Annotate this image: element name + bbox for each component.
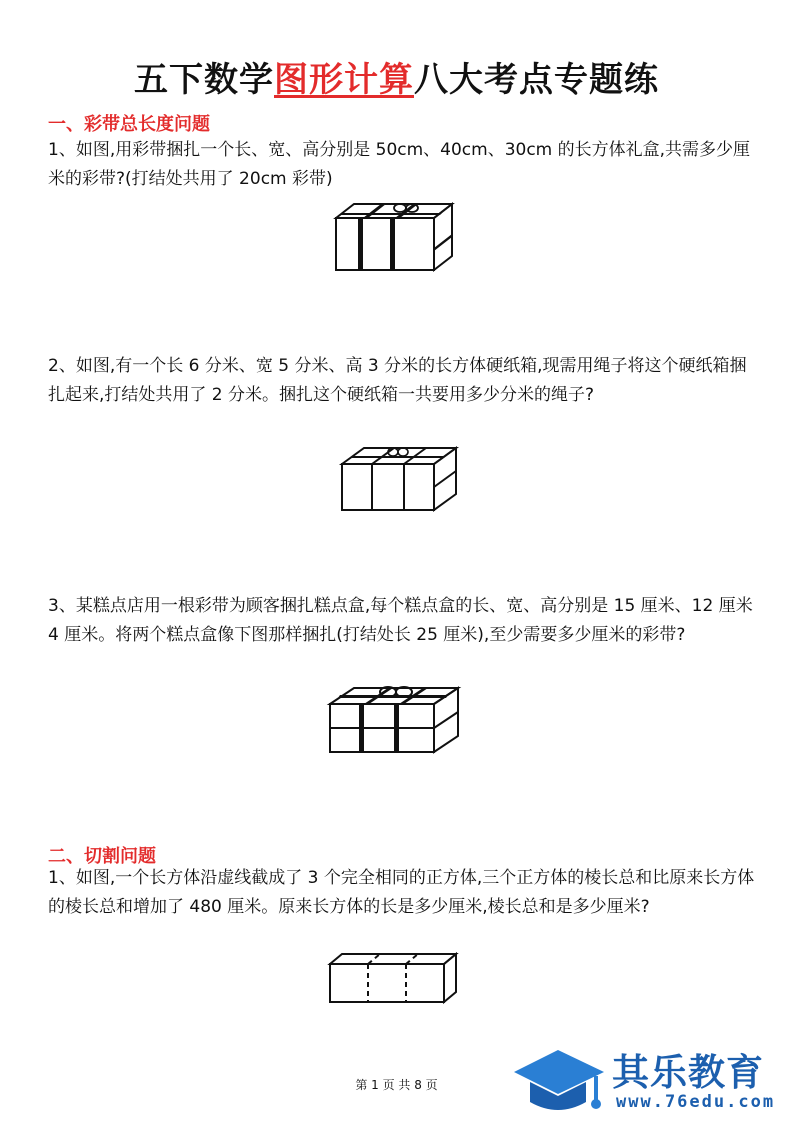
brand-logo (508, 1038, 793, 1122)
brand-url: www.76edu.com (616, 1092, 776, 1112)
graduation-cap-icon (508, 1044, 612, 1118)
page-footer: 第 1 页 共 8 页 (355, 1078, 438, 1092)
gift-box-figure-1 (330, 200, 460, 275)
question-1-1: 1、如图,用彩带捆扎一个长、宽、高分别是 50cm、40cm、30cm 的长方体礼盒,共需多少厘米的彩带?(打结处共用了 20cm 彩带) (48, 140, 751, 189)
section-heading-ribbon: 一、彩带总长度问题 (48, 114, 210, 135)
cardboard-box-figure-2 (336, 442, 462, 514)
question-2-1: 1、如图,一个长方体沿虚线截成了 3 个完全相同的正方体,三个正方体的棱长总和比原来长方体的棱长总和增加了 480 厘米。原来长方体的长是多少厘米,棱长总和是多少厘米? (48, 868, 755, 917)
cake-boxes-figure-3 (324, 680, 464, 756)
page-title (0, 52, 793, 102)
section-heading-cutting: 二、切割问题 (48, 846, 156, 867)
question-1-2: 2、如图,有一个长 6 分米、宽 5 分米、高 3 分米的长方体硬纸箱,现需用绳子将这个硬纸箱捆扎起来,打结处共用了 2 分米。捆扎这个硬纸箱一共要用多少分米的绳子? (48, 356, 747, 405)
brand-name: 其乐教育 (612, 1051, 764, 1094)
title-after: 八大考点专题练 (414, 60, 659, 100)
question-1-3: 3、某糕点店用一根彩带为顾客捆扎糕点盒,每个糕点盒的长、宽、高分别是 15 厘米、12 厘米 4 厘米。将两个糕点盒像下图那样捆扎(打结处长 25 厘米),至少需要多少厘米的彩带? (48, 596, 753, 645)
title-highlight: 图形计算 (274, 60, 414, 100)
cuboid-cut-figure (326, 950, 462, 1006)
title-before: 五下数学 (134, 60, 274, 100)
